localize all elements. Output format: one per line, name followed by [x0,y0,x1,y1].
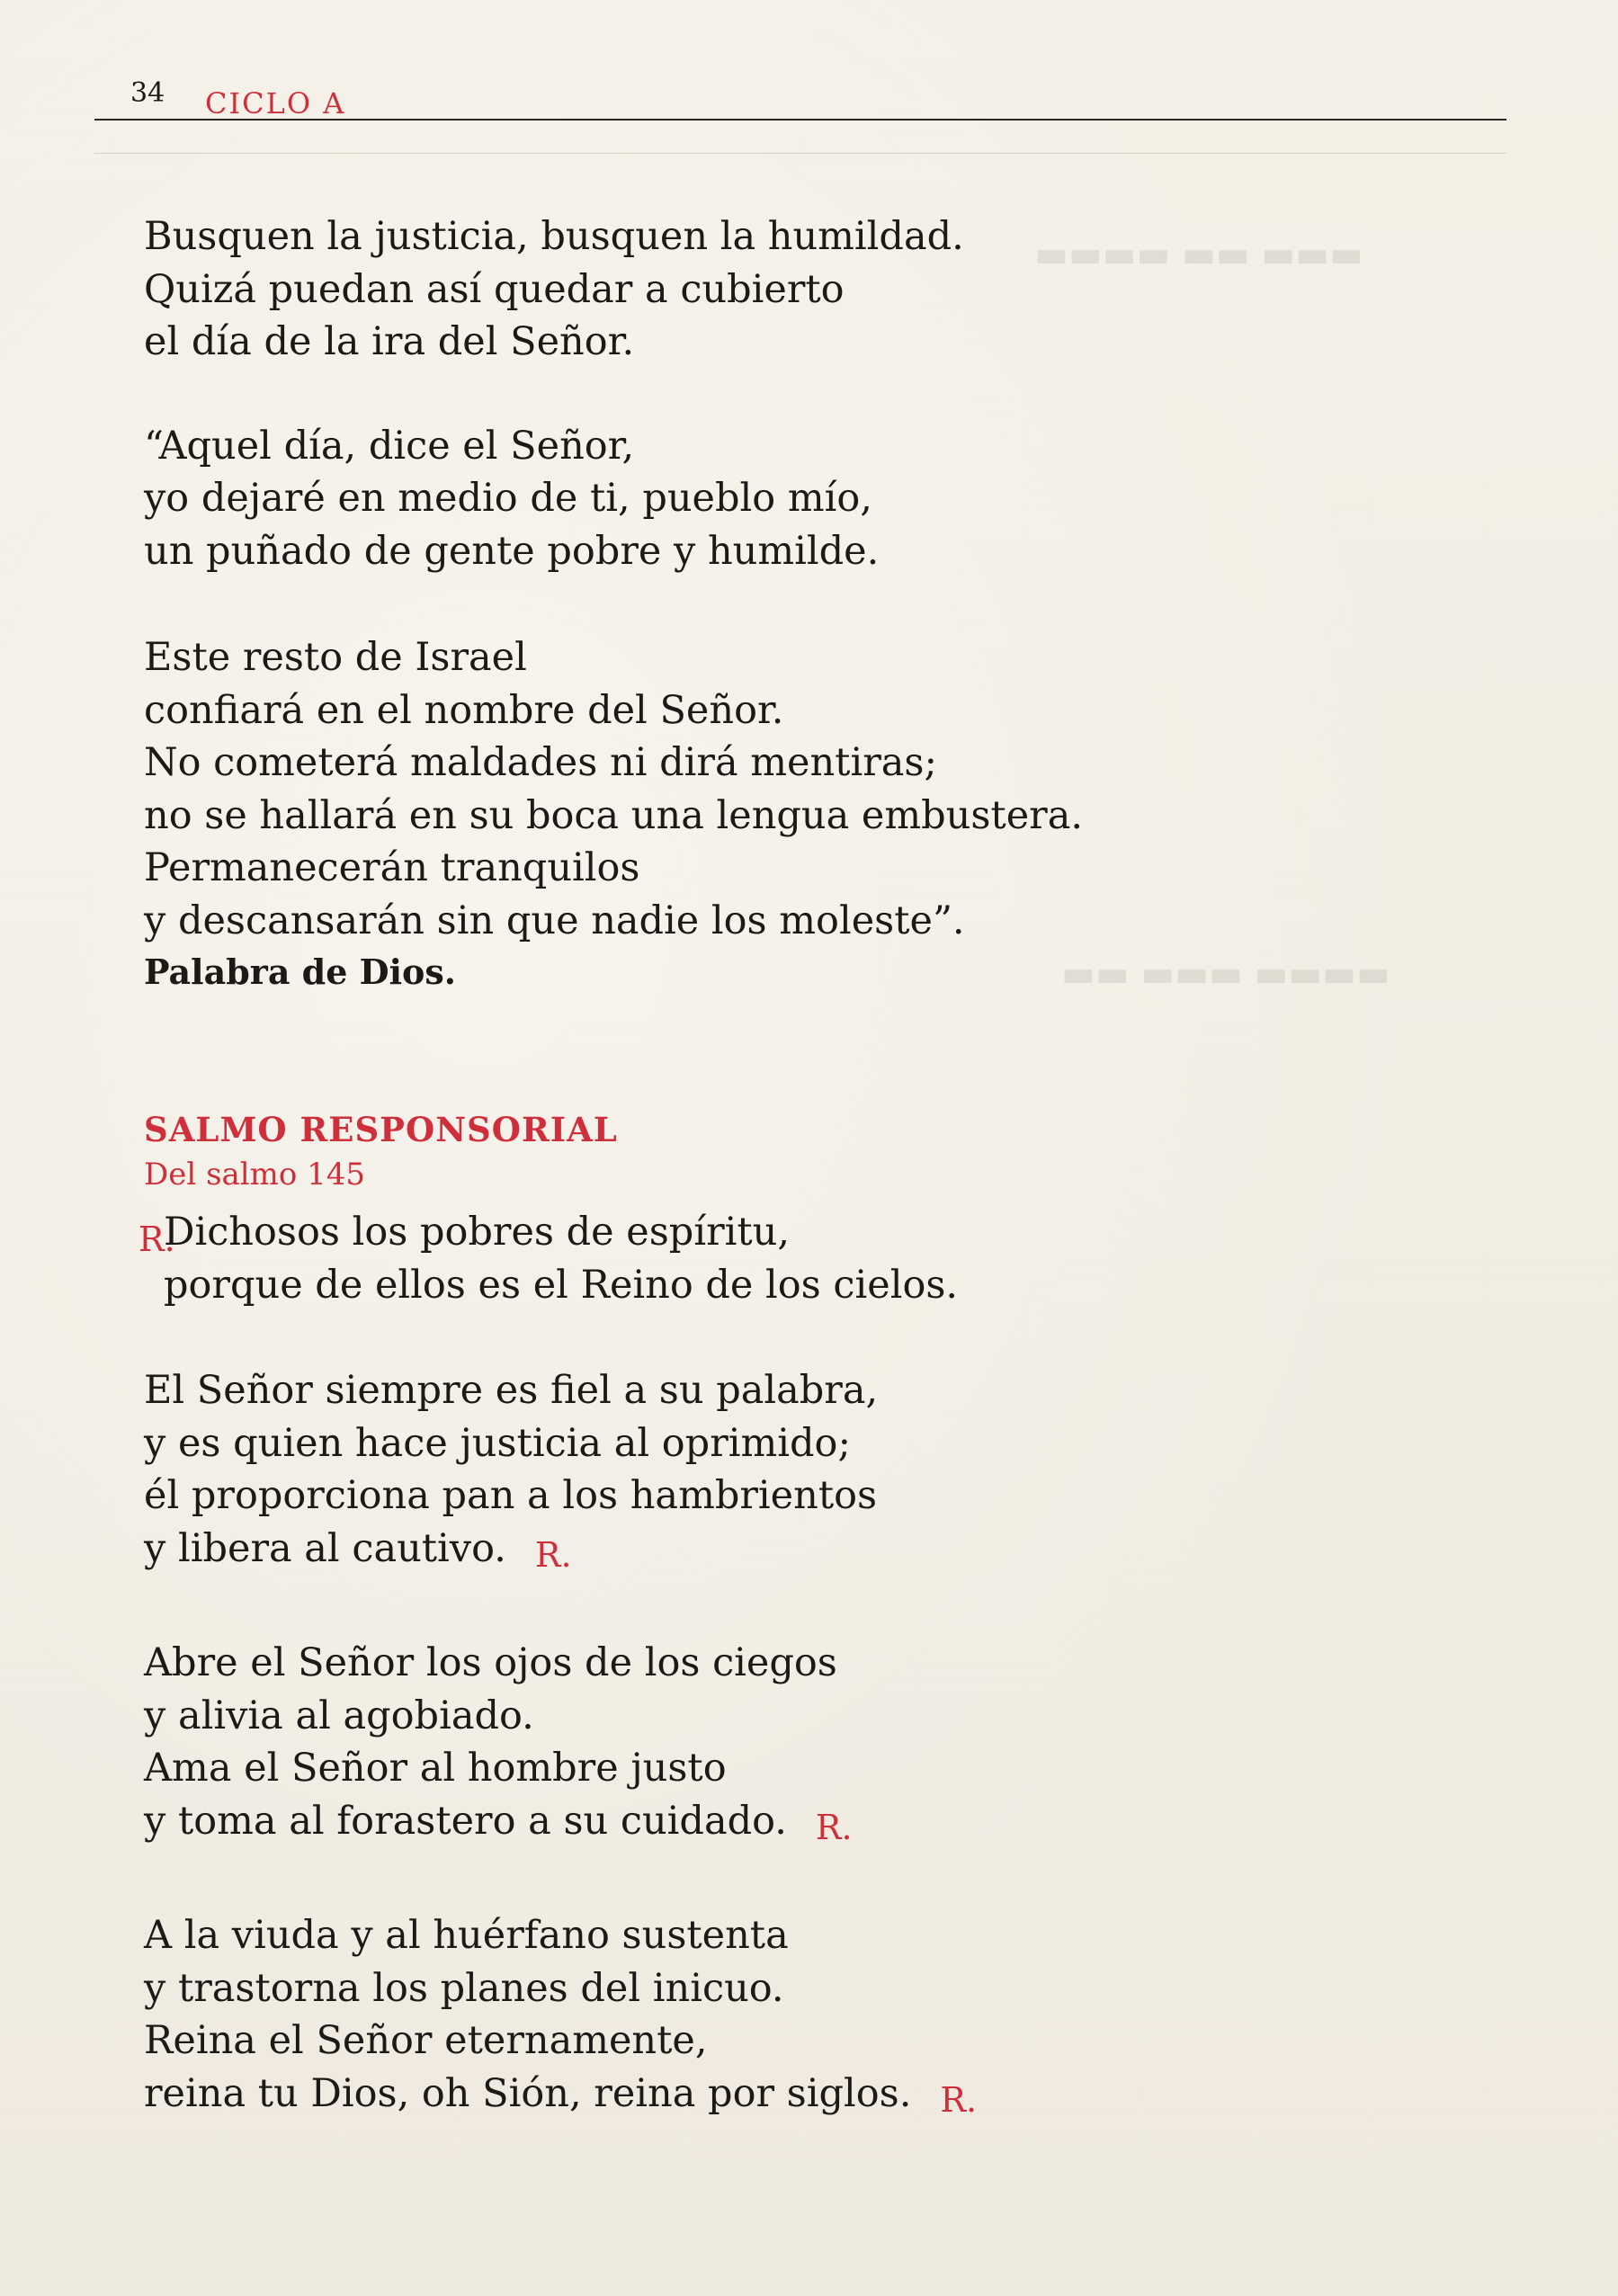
verse-line: él proporciona pan a los hambrientos [144,1473,878,1518]
verse-line: y descansarán sin que nadie los moleste”. [144,898,965,943]
response-marker: R. [815,1807,853,1847]
verse-line: Busquen la justicia, busquen la humildad. [144,214,964,259]
psalm-stanza [144,1637,1403,1854]
verse-line: un puñado de gente pobre y humilde. [144,528,880,574]
page-number: 34 [130,77,165,109]
verse-line: A la viuda y al huérfano sustenta [144,1913,789,1958]
verse-line: Este resto de Israel [144,635,527,680]
verse-line: No cometerá maldades ni dirá mentiras; [144,740,937,785]
verse-line: Ama el Señor al hombre justo [144,1746,727,1791]
psalm-stanza [144,1909,1403,2126]
psalm-stanza [144,1364,1403,1581]
main-text [139,210,1403,2126]
page-header [94,74,1506,121]
response-line: Dichosos los pobres de espíritu, [164,1210,791,1255]
running-head: CICLO A [205,86,346,121]
verse-line: el día de la ira del Señor. [144,319,635,364]
verse-line: Permanecerán tranquilos [144,845,640,890]
response-marker: R. [534,1534,572,1575]
verse-text: y toma al forastero a su cuidado. [144,1798,787,1844]
verse-line: yo dejaré en medio de ti, pueblo mío, [144,476,872,521]
verse-line: no se hallará en su boca una lengua embustera. [144,792,1084,838]
verse-line: Quizá puedan así quedar a cubierto [144,266,845,312]
verse-text: reina tu Dios, oh Sión, reina por siglos. [144,2070,912,2116]
reading-stanza [144,210,1403,369]
psalm-title: SALMO RESPONSORIAL [144,1110,618,1149]
bleed-through-texture: ▬▬▬ ▬▬ ▬▬▬▬ [1034,234,1363,275]
verse-line: Abre el Señor los ojos de los ciegos [144,1640,837,1685]
bleed-through-texture: ▬▬▬▬ ▬▬▬ ▬▬ [1061,953,1390,995]
verse-line [144,1795,1403,1854]
response-marker: R. [940,2079,978,2120]
verse-line: confiará en el nombre del Señor. [144,687,784,733]
reading-stanza [144,631,1403,947]
header-divider [94,153,1506,154]
verse-line: El Señor siempre es fiel a su palabra, [144,1368,879,1413]
reading-stanza [144,420,1403,578]
verse-line [144,1523,1403,1582]
verse-text: y libera al cautivo. [144,1525,506,1571]
response-marker: R. [139,1219,175,1259]
verse-line: “Aquel día, dice el Señor, [144,423,635,469]
verse-line [144,2068,1403,2127]
verse-line: y alivia al agobiado. [144,1693,534,1738]
psalm-source: Del salmo 145 [144,1157,366,1193]
verse-line: y es quien hace justicia al oprimido; [144,1420,851,1466]
verse-line: y trastorna los planes del inicuo. [144,1965,784,2011]
response-line: porque de ellos es el Reino de los cielos. [164,1262,959,1308]
acclamation: Palabra de Dios. [144,951,457,992]
verse-line: Reina el Señor eternamente, [144,2018,708,2063]
psalm-response [139,1206,1403,1311]
